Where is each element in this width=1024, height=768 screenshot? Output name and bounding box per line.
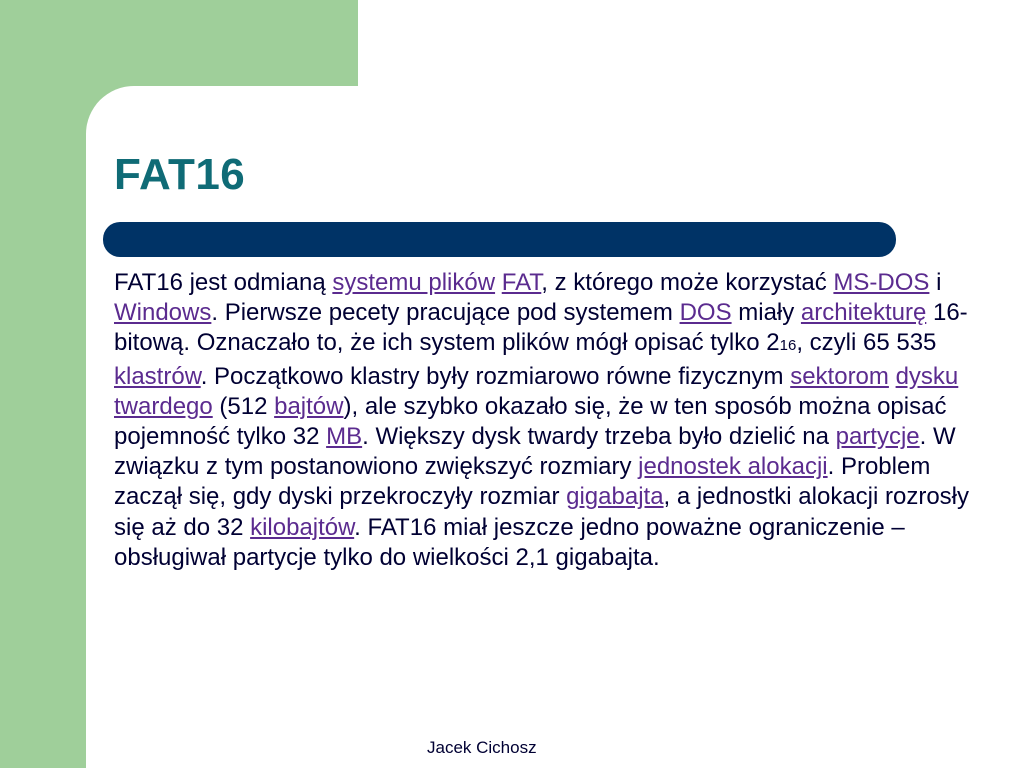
link-windows[interactable]: Windows (114, 299, 212, 327)
body-text-run: 16-bitową. Oznaczało to, że ich system plików mógł opisać tylko 2 (114, 299, 968, 357)
link-ms-dos[interactable]: MS-DOS (833, 269, 930, 296)
body-text-run: ), ale szybko okazało się, że w ten sposób można opisać pojemność tylko 32 (114, 392, 947, 451)
link-kilobajtow[interactable]: kilobajtów (250, 513, 355, 541)
link-dysku-twardego[interactable]: dysku twardego (114, 362, 959, 420)
body-text-run: , z którego może korzystać (541, 269, 834, 296)
link-architekture[interactable]: architekturę (800, 299, 927, 327)
body-text-run: , a jednostki alokacji rozrosły się aż do 32 (114, 483, 970, 541)
body-text-run: miały (731, 299, 801, 327)
body-text-run: i (929, 269, 942, 296)
link-sektorom[interactable]: sektorom (790, 362, 889, 390)
body-text-run (495, 269, 502, 296)
slide-title: FAT16 (114, 150, 246, 199)
body-text-run: , czyli 65 535 (796, 329, 937, 357)
link-partycje[interactable]: partycje (835, 423, 920, 451)
link-bajtow[interactable]: bajtów (274, 392, 344, 420)
exponent: 16 (779, 337, 797, 355)
footer-author: Jacek Cichosz (427, 738, 537, 757)
link-jednostek-alokacji[interactable]: jednostek alokacji (638, 453, 828, 481)
body-text-run: . Pierwsze pecety pracujące pod systemem (211, 299, 680, 327)
body-text-run: . W związku z tym postanowiono zwiększyć rozmiary (114, 423, 956, 481)
body-text-run (889, 363, 896, 390)
body-text-run: (512 (212, 392, 275, 420)
body-paragraph (114, 268, 994, 573)
body-text-run: FAT16 jest odmianą (114, 269, 333, 296)
link-fat[interactable]: FAT (501, 269, 542, 296)
link-gigabajta[interactable]: gigabajta (566, 483, 664, 511)
body-text-run: . Początkowo klastry były rozmiarowo równe fizycznym (200, 362, 791, 390)
body-text-run: . Większy dysk twardy trzeba było dzielić na (362, 423, 836, 451)
title-underline-bar (103, 222, 896, 257)
link-klastrow[interactable]: klastrów (114, 362, 201, 390)
body-text-run: . Problem zaczął się, gdy dyski przekroczyły rozmiar (114, 453, 931, 511)
link-systemu-plikow[interactable]: systemu plików (332, 269, 496, 296)
link-mb[interactable]: MB (326, 423, 363, 451)
link-dos[interactable]: DOS (679, 299, 732, 327)
body-text-run: . FAT16 miał jeszcze jedno poważne ograniczenie – obsługiwał partycje tylko do wielkości 2,1 gigabajta. (114, 513, 905, 571)
